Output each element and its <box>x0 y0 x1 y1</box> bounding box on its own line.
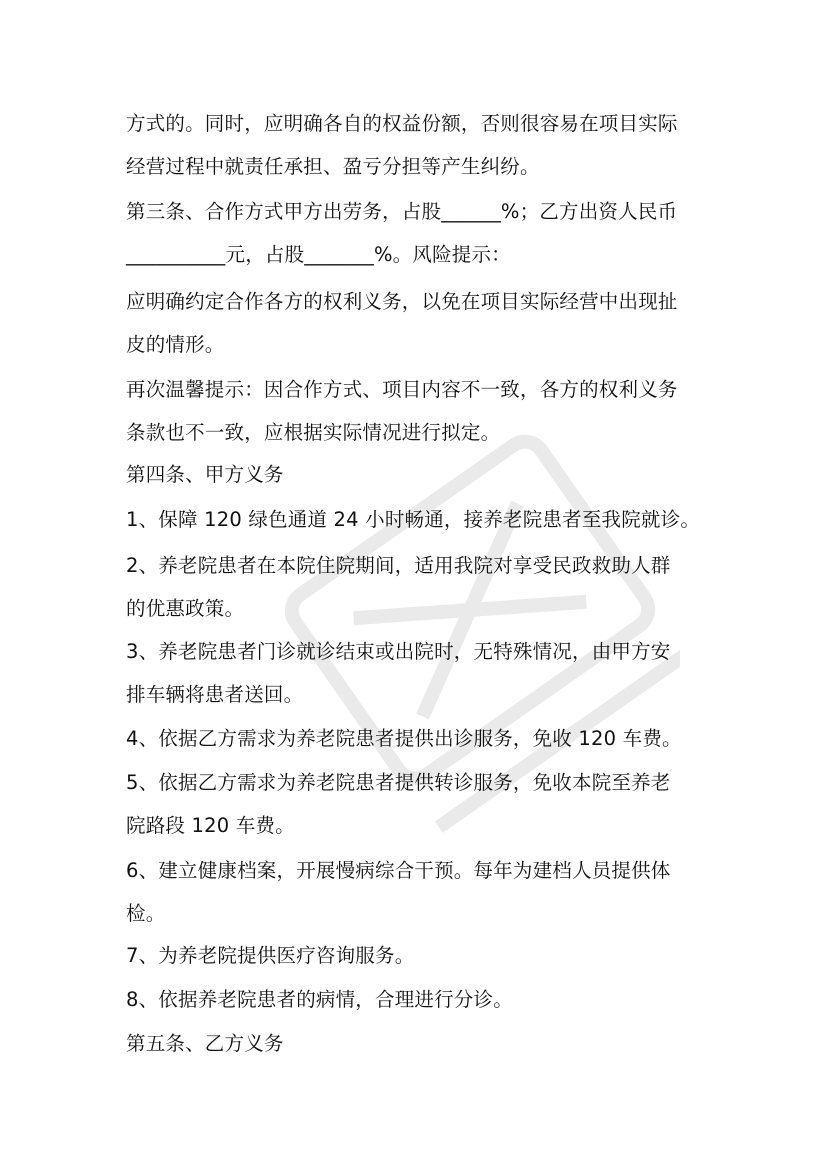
body-line-2: 经营过程中就责任承担、盈亏分担等产生纠纷。 <box>126 155 540 178</box>
duty-item-3-line-2: 排车辆将患者送回。 <box>126 683 304 706</box>
body-line-6: 皮的情形。 <box>126 333 225 356</box>
duty-item-6-line-2: 检。 <box>126 902 166 925</box>
duty-item-4: 4、依据乙方需求为养老院患者提供出诊服务，免收 120 车费。 <box>126 727 682 750</box>
article-4-heading: 第四条、甲方义务 <box>126 463 284 486</box>
duty-item-5-line-1: 5、依据乙方需求为养老院患者提供转诊服务，免收本院至养老 <box>126 771 671 794</box>
duty-item-2-line-1: 2、养老院患者在本院住院期间，适用我院对享受民政救助人群 <box>126 554 671 577</box>
body-line-4: __________元，占股_______%。风险提示： <box>126 243 511 266</box>
reminder-line-2: 条款也不一致，应根据实际情况进行拟定。 <box>126 421 501 444</box>
reminder-line-1: 再次温馨提示：因合作方式、项目内容不一致，各方的权利义务 <box>126 378 678 401</box>
duty-item-5-line-2: 院路段 120 车费。 <box>126 814 295 837</box>
duty-item-6-line-1: 6、建立健康档案，开展慢病综合干预。每年为建档人员提供体 <box>126 859 671 882</box>
duty-item-8: 8、依据养老院患者的病情，合理进行分诊。 <box>126 988 513 1011</box>
article-5-heading: 第五条、乙方义务 <box>126 1032 284 1055</box>
duty-item-2-line-2: 的优惠政策。 <box>126 597 245 620</box>
duty-item-7: 7、为养老院提供医疗咨询服务。 <box>126 944 415 967</box>
body-line-1: 方式的。同时，应明确各自的权益份额，否则很容易在项目实际 <box>126 112 678 135</box>
article-3-heading-line: 第三条、合作方式甲方出劳务，占股______%；乙方出资人民币 <box>126 200 678 223</box>
duty-item-3-line-1: 3、养老院患者门诊就诊结束或出院时，无特殊情况，由甲方安 <box>126 640 671 663</box>
duty-item-1: 1、保障 120 绿色通道 24 小时畅通，接养老院患者至我院就诊。 <box>126 508 701 531</box>
body-line-5: 应明确约定合作各方的权利义务，以免在项目实际经营中出现扯 <box>126 290 678 313</box>
